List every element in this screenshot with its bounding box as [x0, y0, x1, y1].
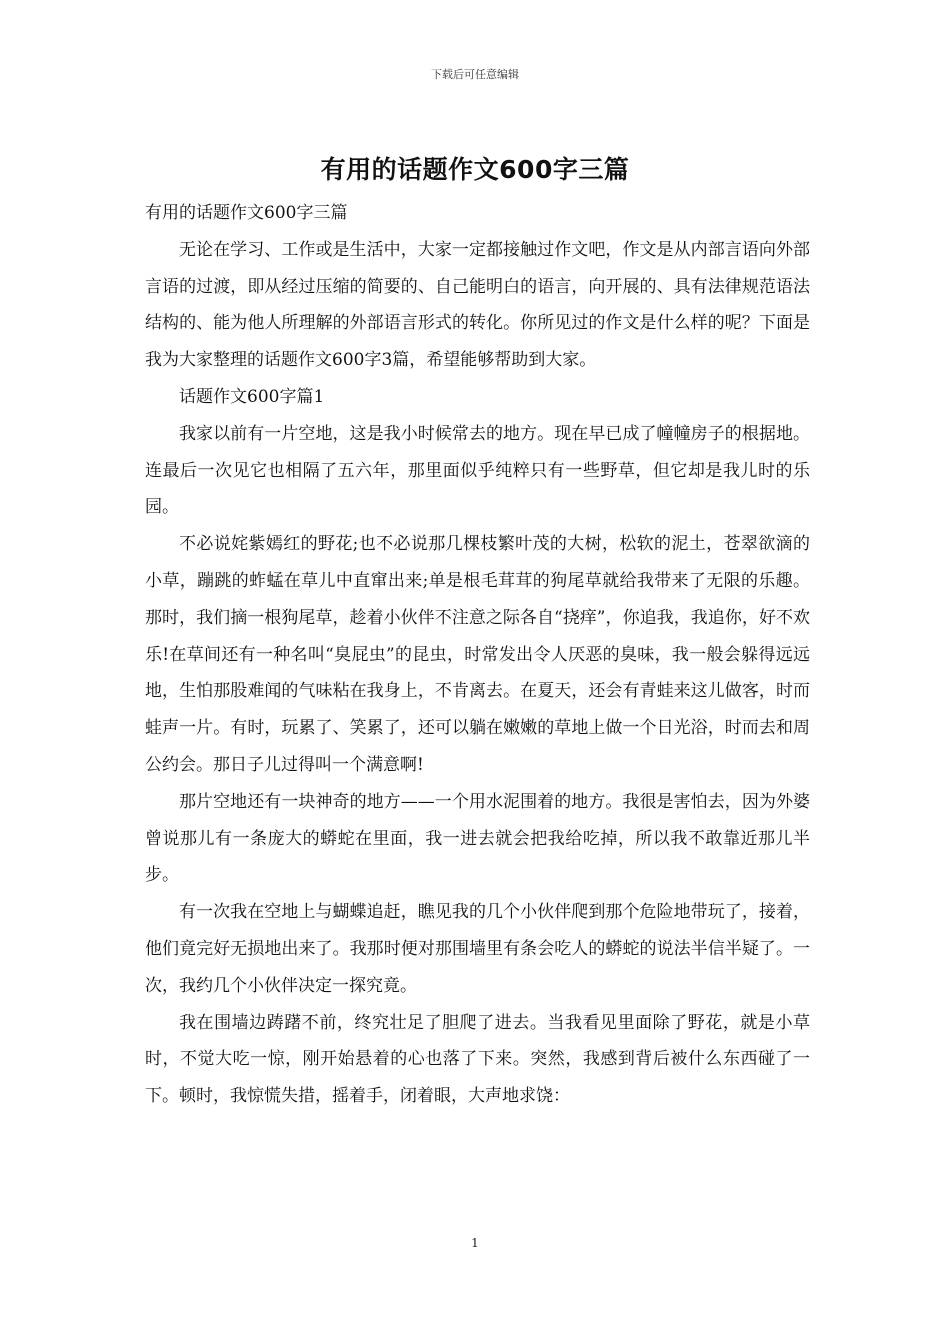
body-paragraph: 不必说姹紫嫣红的野花;也不必说那几棵枝繁叶茂的大树，松软的泥土，苍翠欲滴的小草，蹦跳的蚱蜢在草儿中直窜出来;单是根毛茸茸的狗尾草就给我带来了无限的乐趣。那时，我们摘一根狗尾草，趁着小伙伴不注意之际各自“挠痒”，你追我，我追你，好不欢乐!在草间还有一种名叫“臭屁虫”的昆虫，时常发出令人厌恶的臭味，我一般会躲得远远地，生怕那股难闻的气味粘在我身上，不肯离去。在夏天，还会有青蛙来这儿做客，时而蛙声一片。有时，玩累了、笑累了，还可以躺在嫩嫩的草地上做一个日光浴，时而去和周公约会。那日子儿过得叫一个满意啊!	[145, 534, 810, 775]
body-paragraph: 我家以前有一片空地，这是我小时候常去的地方。现在早已成了幢幢房子的根据地。连最后一次见它也相隔了五六年，那里面似乎纯粹只有一些野草，但它却是我儿时的乐园。	[145, 423, 810, 518]
intro-paragraph: 无论在学习、工作或是生活中，大家一定都接触过作文吧，作文是从内部言语向外部言语的过渡，即从经过压缩的简要的、自己能明白的语言，向开展的、具有法律规范语法结构的、能为他人所理解的外部语言形式的转化。你所见过的作文是什么样的呢？下面是我为大家整理的话题作文600字3篇，希望能够帮助到大家。	[145, 239, 810, 371]
body-paragraph: 有一次我在空地上与蝴蝶追赶，瞧见我的几个小伙伴爬到那个危险地带玩了，接着，他们竟完好无损地出来了。我那时便对那围墙里有条会吃人的蟒蛇的说法半信半疑了。一次，我约几个小伙伴决定一探究竟。	[145, 902, 810, 996]
page-header-note: 下载后可任意编辑	[431, 68, 519, 81]
body-paragraph: 那片空地还有一块神奇的地方——一个用水泥围着的地方。我很是害怕去，因为外婆曾说那儿有一条庞大的蟒蛇在里面，我一进去就会把我给吃掉，所以我不敢靠近那儿半步。	[145, 791, 810, 886]
section-heading: 话题作文600字篇1	[179, 386, 325, 407]
document-body	[145, 195, 810, 1115]
body-paragraph: 我在围墙边踌躇不前，终究壮足了胆爬了进去。当我看见里面除了野花，就是小草时，不觉大吃一惊，刚开始悬着的心也落了下来。突然，我感到背后被什么东西碰了一下。顿时，我惊慌失措，摇着手，闭着眼，大声地求饶：	[145, 1012, 810, 1107]
document-subtitle: 有用的话题作文600字三篇	[145, 203, 348, 223]
document-title: 有用的话题作文600字三篇	[320, 155, 630, 184]
page-number: 1	[471, 1236, 479, 1250]
